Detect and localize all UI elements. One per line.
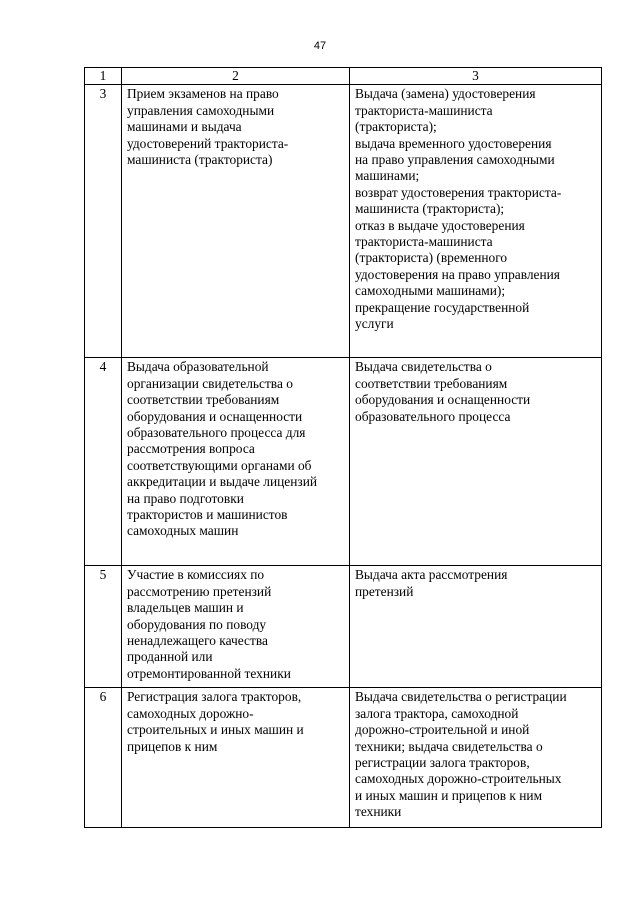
table-row bbox=[85, 688, 602, 828]
table-row bbox=[85, 85, 602, 358]
service-name-cell: Регистрация залога тракторов, самоходных дорожно- строительных и иных машин и прицепов к ним bbox=[122, 688, 350, 828]
service-name-cell: Выдача образовательной организации свидетельства о соответствии требованиям оборудования и оснащенности образовательного процесса для рассмотрения вопроса соответствующими органами об аккредитации и выдаче лицензий на право подготовки трактористов и машинистов самоходных машин bbox=[122, 358, 350, 566]
table-header-row bbox=[85, 68, 602, 85]
service-result-cell: Выдача свидетельства о регистрации залога трактора, самоходной дорожно-строительной и иной техники; выдача свидетельства о регистрации залога тракторов, самоходных дорожно-строительных и иных машин и прицепов к ним техники bbox=[350, 688, 602, 828]
header-cell-2: 2 bbox=[122, 68, 350, 85]
service-result-cell: Выдача свидетельства о соответствии требованиям оборудования и оснащенности образовательного процесса bbox=[350, 358, 602, 566]
page-number: 47 bbox=[313, 40, 327, 52]
header-cell-1: 1 bbox=[85, 68, 122, 85]
header-cell-3: 3 bbox=[350, 68, 602, 85]
row-number: 3 bbox=[85, 85, 122, 358]
service-result-cell: Выдача (замена) удостоверения тракториста-машиниста (тракториста); выдача временного удостоверения на право управления самоходными машинами; возврат удостоверения тракториста- машиниста (тракториста); отказ в выдаче удостоверения тракториста-машиниста (тракториста) (временного удостоверения на право управления самоходными машинами); прекращение государственной услуги bbox=[350, 85, 602, 358]
service-name-cell: Прием экзаменов на право управления самоходными машинами и выдача удостоверений тракториста- машиниста (тракториста) bbox=[122, 85, 350, 358]
row-number: 6 bbox=[85, 688, 122, 828]
service-name-cell: Участие в комиссиях по рассмотрению претензий владельцев машин и оборудования по поводу ненадлежащего качества проданной или отремонтированной техники bbox=[122, 566, 350, 688]
table-row bbox=[85, 566, 602, 688]
services-table bbox=[84, 67, 602, 828]
row-number: 5 bbox=[85, 566, 122, 688]
row-number: 4 bbox=[85, 358, 122, 566]
service-result-cell: Выдача акта рассмотрения претензий bbox=[350, 566, 602, 688]
table-row bbox=[85, 358, 602, 566]
